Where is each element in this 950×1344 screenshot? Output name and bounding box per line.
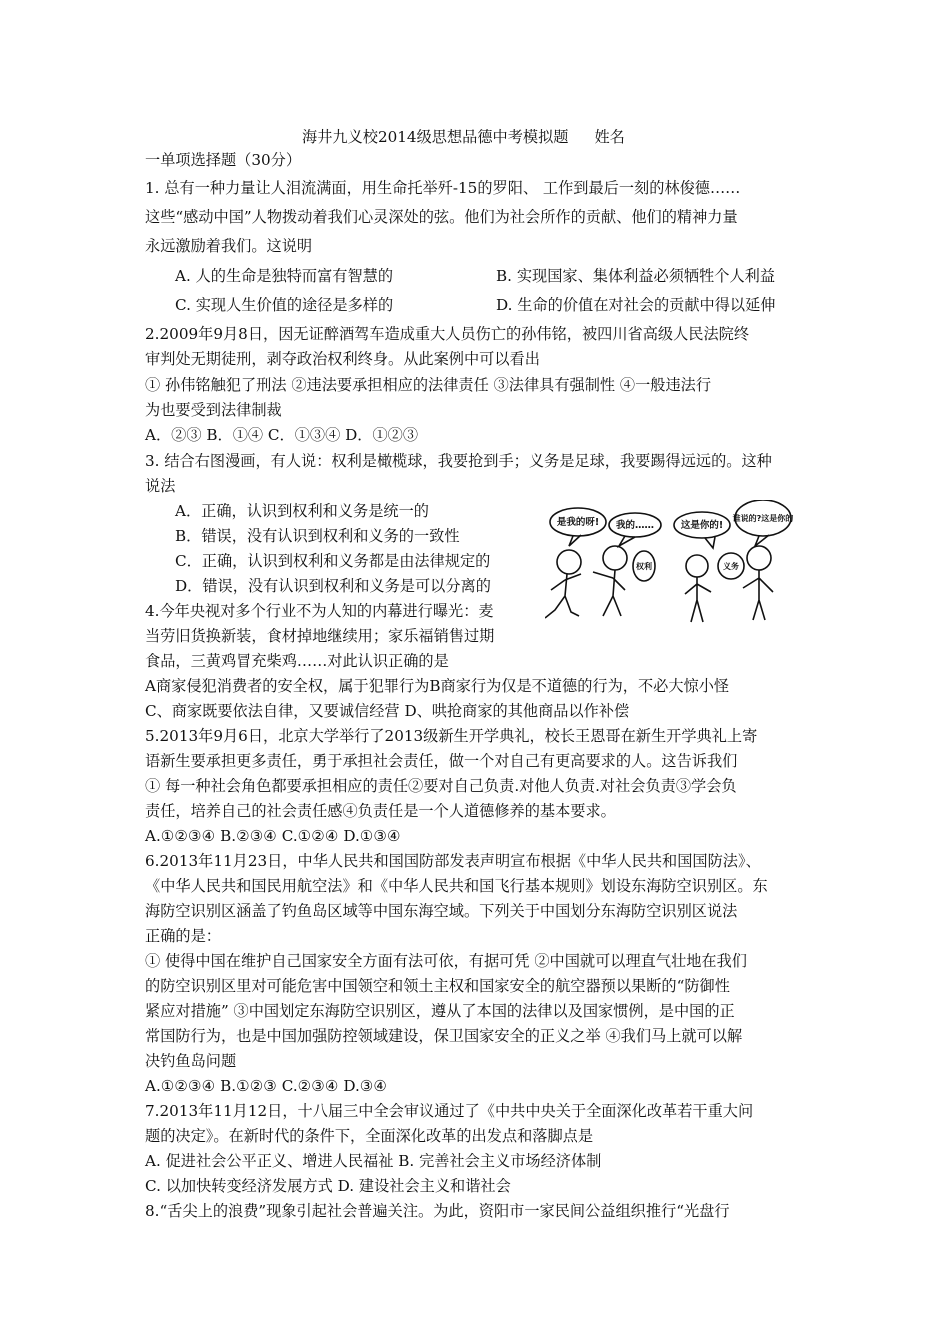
q7-line-2: 题的决定》。在新时代的条件下，全面深化改革的出发点和落脚点是: [145, 1127, 594, 1145]
figure-1-head: [557, 550, 581, 574]
q1-line-3: 永远激励着我们。这说明: [145, 237, 313, 255]
rights-ball-label: 权利: [636, 562, 652, 571]
q6-line-2: 《中华人民共和国民用航空法》和《中华人民共和国飞行基本规则》划设东海防空识别区。东: [145, 877, 768, 895]
q6-line-4: 正确的是：: [145, 927, 221, 945]
figure-2-head: [603, 546, 627, 570]
bubble-4-text: 谁说的?这是你的: [732, 514, 794, 523]
q3-option-c: C．正确，认识到权利和义务都是由法律规定的: [175, 552, 491, 570]
q6-line-3: 海防空识别区涵盖了钓鱼岛区域等中国东海空域。下列关于中国划分东海防空识别区说法: [145, 902, 738, 920]
q3-option-a: A．正确，认识到权利和义务是统一的: [175, 502, 429, 520]
figure-4-head: [747, 546, 771, 570]
q2-line-4: 为也要受到法律制裁: [145, 401, 282, 419]
q3-line-1: 3. 结合右图漫画，有人说：权利是橄榄球，我要抢到手；义务是足球，我要踢得远远的。这种: [145, 452, 772, 470]
q4-line-4: A商家侵犯消费者的安全权，属于犯罪行为B商家行为仅是不道德的行为，不必大惊小怪: [145, 677, 730, 695]
q2-line-3: ① 孙伟铭触犯了刑法 ②违法要承担相应的法律责任 ③法律具有强制性 ④一般违法行: [145, 376, 712, 394]
q5-line-1: 5.2013年9月6日，北京大学举行了2013级新生开学典礼，校长王恩哥在新生开学典礼上寄: [145, 727, 758, 745]
q4-line-5: C、商家既要依法自律，又要诚信经营 D、哄抢商家的其他商品以作补偿: [145, 702, 630, 720]
q6-line-8: 常国防行为，也是中国加强防控领域建设，保卫国家安全的正义之举 ④我们马上就可以解: [145, 1027, 743, 1045]
section-heading: 一单项选择题（30分）: [145, 151, 302, 169]
q1-option-a: A. 人的生命是独特而富有智慧的: [175, 267, 394, 285]
q4-line-3: 食品，三黄鸡冒充柴鸡……对此认识正确的是: [145, 652, 449, 670]
q4-line-1: 4.今年央视对多个行业不为人知的内幕进行曝光：麦: [145, 602, 494, 620]
q6-line-5: ① 使得中国在维护自己国家安全方面有法可依，有据可凭 ②中国就可以理直气壮地在我们: [145, 952, 747, 970]
q7-line-3: A. 促进社会公平正义、增进人民福祉 B. 完善社会主义市场经济体制: [145, 1152, 602, 1170]
exam-title: [302, 127, 625, 147]
q1-line-2: 这些“感动中国”人物拨动着我们心灵深处的弦。他们为社会所作的贡献、他们的精神力量: [145, 208, 738, 226]
q1-option-c: C. 实现人生价值的途径是多样的: [175, 296, 394, 314]
q4-line-2: 当劳旧货换新装，食材掉地继续用；家乐福销售过期: [145, 627, 495, 645]
title-text: 海井九义校2014级思想品德中考模拟题: [302, 128, 569, 146]
name-label: 姓名: [594, 128, 625, 146]
bubble-2-text: 我的……: [615, 520, 655, 531]
q3-line-2: 说法: [145, 477, 176, 495]
bubble-3-text: 这是你的!: [680, 520, 724, 531]
q3-option-b: B．错误，没有认识到权利和义务的一致性: [175, 527, 460, 545]
q2-options: A．②③ B．①④ C．①③④ D．①②③: [145, 426, 419, 444]
q5-options: A.①②③④ B.②③④ C.①②④ D.①③④: [145, 827, 401, 845]
q5-line-2: 语新生要承担更多责任，勇于承担社会责任，做一个对自己有更高要求的人。这告诉我们: [145, 752, 738, 770]
q5-line-3: ① 每一种社会角色都要承担相应的责任②要对自己负责.对他人负责.对社会负责③学会负: [145, 777, 737, 795]
q6-line-1: 6.2013年11月23日，中华人民共和国国防部发表声明宣布根据《中华人民共和国国防法》、: [145, 852, 761, 870]
q2-line-2: 审判处无期徒刑，剥夺政治权利终身。从此案例中可以看出: [145, 350, 540, 368]
rights-duties-cartoon: [545, 500, 803, 625]
duties-ball-label: 义务: [723, 562, 739, 571]
q6-line-9: 决钓鱼岛问题: [145, 1052, 237, 1070]
bubble-1-text: 是我的呀!: [556, 517, 600, 528]
q1-option-b: B. 实现国家、集体利益必须牺牲个人利益: [496, 267, 776, 285]
q7-line-1: 7.2013年11月12日，十八届三中全会审议通过了《中共中央关于全面深化改革若干重大问: [145, 1102, 754, 1120]
q6-line-7: 紧应对措施” ③中国划定东海防空识别区，遵从了本国的法律以及国家惯例，是中国的正: [145, 1002, 735, 1020]
q8-line-1: 8.“舌尖上的浪费”现象引起社会普遍关注。为此，资阳市一家民间公益组织推行“光盘行: [145, 1202, 730, 1220]
q1-option-d: D. 生命的价值在对社会的贡献中得以延伸: [496, 296, 776, 314]
q7-line-4: C. 以加快转变经济发展方式 D. 建设社会主义和谐社会: [145, 1177, 511, 1195]
q6-line-6: 的防空识别区里对可能危害中国领空和领土主权和国家安全的航空器预以果断的“防御性: [145, 977, 730, 995]
q1-line-1: 1. 总有一种力量让人泪流满面，用生命托举歼-15的罗阳、 工作到最后一刻的林俊德……: [145, 179, 741, 197]
q6-options: A.①②③④ B.①②③ C.②③④ D.③④: [145, 1077, 388, 1095]
q5-line-4: 责任，培养自己的社会责任感④负责任是一个人道德修养的基本要求。: [145, 802, 616, 820]
q3-option-d: D．错误，没有认识到权利和义务是可以分离的: [175, 577, 491, 595]
q2-line-1: 2.2009年9月8日，因无证醉酒驾车造成重大人员伤亡的孙伟铭，被四川省高级人民法院终: [145, 325, 750, 343]
figure-3-head: [686, 555, 708, 577]
